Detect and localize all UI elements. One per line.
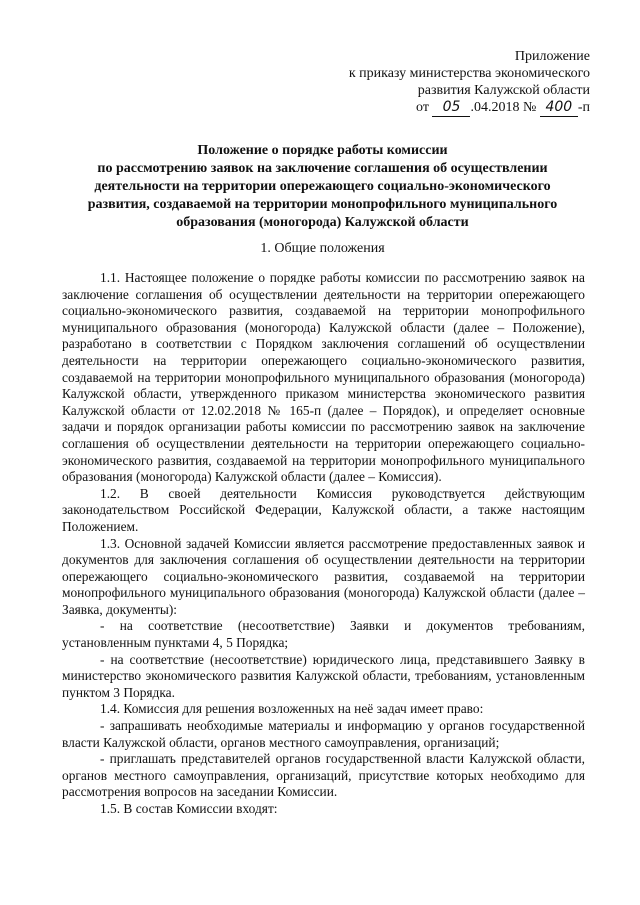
- paragraph-1-2: 1.2. В своей деятельности Комиссия руководствуется действующим законодательством Российской Федерации, Калужской области, а также настоящим Положением.: [62, 485, 585, 534]
- paragraph-1-3-item-b: - на соответствие (несоответствие) юридического лица, представившего Заявку в министерство экономического развития Калужской области, требованиям, установленным пунктом 3 Порядка.: [62, 651, 585, 700]
- paragraph-1-3-item-a: - на соответствие (несоответствие) Заявки и документов требованиям, установленным пунктами 4, 5 Порядка;: [62, 618, 585, 651]
- number-suffix: -п: [577, 100, 590, 115]
- date-rest: .04.2018: [470, 100, 520, 115]
- number-sign: №: [522, 100, 537, 115]
- title-line-5: образования (моногорода) Калужской области: [176, 215, 469, 230]
- title-line-3: деятельности на территории опережающего социально-экономического: [94, 179, 551, 194]
- paragraph-1-4-item-b: - приглашать представителей органов государственной власти Калужской области, органов местного самоуправления, организаций, присутствие которых необходимо для рассмотрения вопросов на заседании Комиссии.: [62, 751, 585, 800]
- title-line-4: развития, создаваемой на территории монопрофильного муниципального: [87, 197, 558, 212]
- paragraph-1-4-item-a: - запрашивать необходимые материалы и информацию у органов государственной власти Калужской области, органов местного самоуправления, организаций;: [62, 718, 585, 750]
- paragraph-1-3: 1.3. Основной задачей Комиссии является рассмотрение предоставленных заявок и документов для заключения соглашения об осуществлении деятельности на территории опережающего социально-экономического развития, создаваемой на территории монопрофильного муниципального образования (моногорода) Калужской области (далее – Заявка, документы):: [62, 535, 585, 617]
- appendix-ministry: развития Калужской области: [417, 83, 590, 98]
- handwritten-number: 400: [540, 99, 578, 117]
- document-title: [60, 142, 585, 232]
- handwritten-day: 05: [432, 99, 470, 117]
- appendix-date-line: [349, 99, 590, 117]
- date-prefix: от: [416, 100, 429, 115]
- paragraph-1-5: 1.5. В состав Комиссии входят:: [100, 801, 278, 816]
- title-line-2: по рассмотрению заявок на заключение соглашения об осуществлении: [97, 161, 548, 176]
- appendix-order-ref: к приказу министерства экономического: [348, 66, 590, 81]
- section-heading: 1. Общие положения: [260, 241, 385, 256]
- title-line-1: Положение о порядке работы комиссии: [197, 143, 448, 158]
- document-body: [62, 270, 585, 818]
- paragraph-1-1: 1.1. Настоящее положение о порядке работы комиссии по рассмотрению заявок на заключение соглашения об осуществлении деятельности на территории опережающего социально-экономического развития, создаваемой на территории монопрофильного муниципального образования (моногорода) Калужской области (далее – Положение), разработано в соответствии с Порядком заключения соглашений об осуществлении деятельности на территории опережающего социально-экономического развития, создаваемой на территории монопрофильного муниципального образования (моногорода) Калужской области, утвержденного приказом министерства экономического развития Калужской области от 12.02.2018 № 165-п (далее – Порядок), и определяет основные задачи и порядок организации работы комиссии по рассмотрению заявок на заключение соглашения об осуществлении деятельности на территории опережающего социально-экономического развития, создаваемой на территории монопрофильного муниципального образования (моногорода) Калужской области (далее – Комиссия).: [62, 270, 585, 485]
- paragraph-1-4: 1.4. Комиссия для решения возложенных на неё задач имеет право:: [100, 701, 484, 717]
- appendix-header: [349, 48, 590, 117]
- appendix-title: Приложение: [514, 49, 590, 64]
